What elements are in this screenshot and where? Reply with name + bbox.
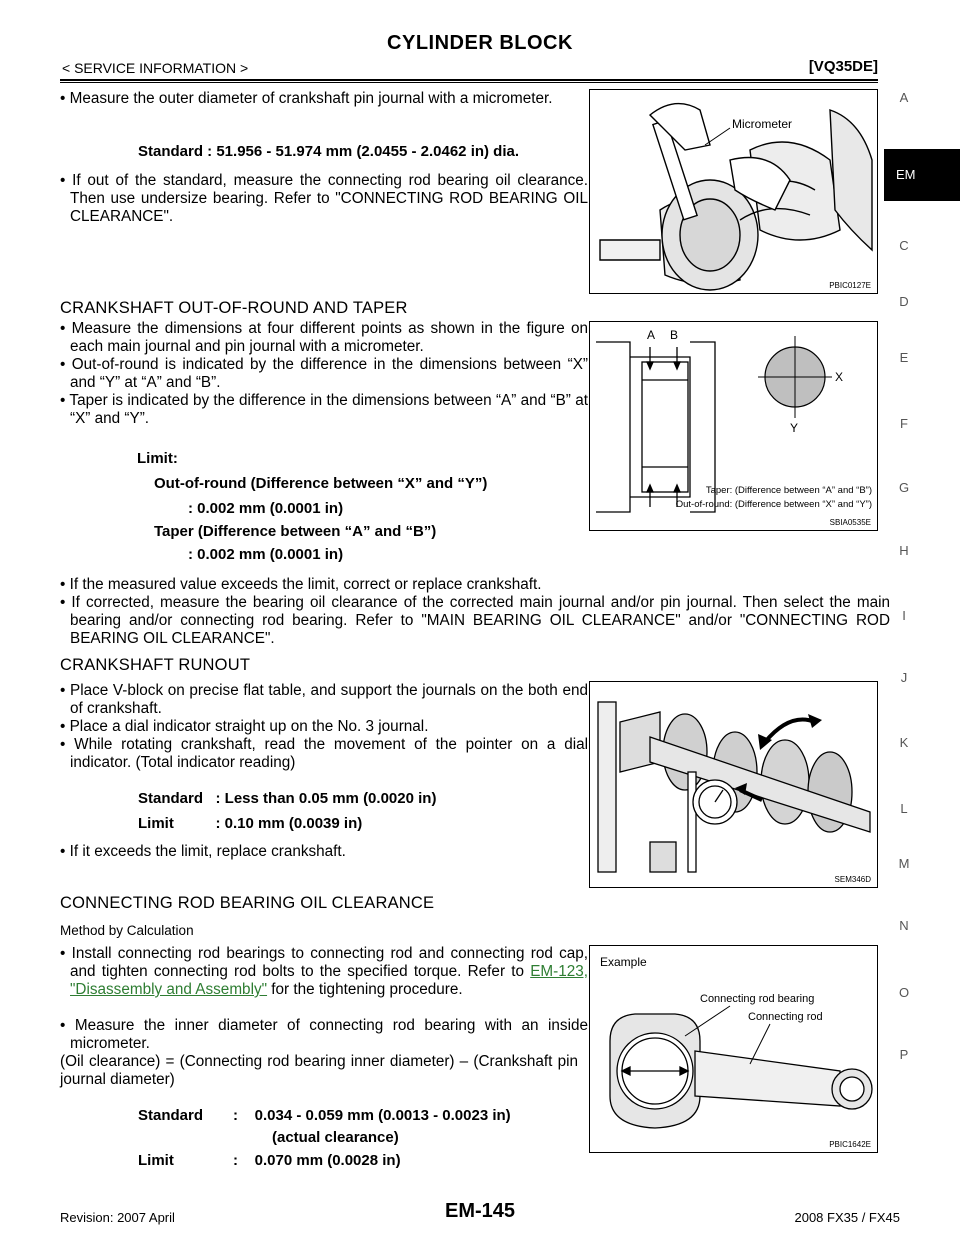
runout-figure bbox=[589, 681, 878, 888]
section-tab-em-active[interactable]: EM bbox=[884, 149, 960, 201]
heading-runout: CRANKSHAFT RUNOUT bbox=[60, 656, 251, 674]
figure-id: PBIC0127E bbox=[829, 281, 871, 290]
section-tab-e[interactable]: E bbox=[899, 350, 909, 365]
micrometer-figure bbox=[589, 89, 878, 294]
section-tab-d[interactable]: D bbox=[899, 294, 909, 309]
conrod-standard-note: (actual clearance) bbox=[272, 1129, 399, 1146]
page-number: EM-145 bbox=[444, 1200, 516, 1222]
breadcrumb: < SERVICE INFORMATION > bbox=[62, 60, 249, 76]
conrod-limit-value: : 0.070 mm (0.0028 in) bbox=[233, 1152, 401, 1169]
engine-code: [VQ35DE] bbox=[808, 58, 878, 75]
section-tab-c[interactable]: C bbox=[899, 238, 909, 253]
pin-journal-standard: Standard : 51.956 - 51.974 mm (2.0455 - 2.0462 in) dia. bbox=[138, 143, 520, 160]
label-b: B bbox=[670, 328, 679, 342]
label-x: X bbox=[835, 370, 844, 384]
runout-limit: Limit : 0.10 mm (0.0039 in) bbox=[138, 815, 363, 832]
section-tab-h[interactable]: H bbox=[899, 543, 909, 558]
bullet-out-of-standard: • If out of the standard, measure the connecting rod bearing oil clearance. Then use undersize bearing. Refer to "CONNECTING ROD BEARING OIL CLEARANCE". bbox=[60, 172, 589, 225]
conrod-illustration bbox=[590, 946, 877, 1152]
bullet-v-block: • Place V-block on precise flat table, and support the journals on the both end of crankshaft. bbox=[60, 682, 588, 717]
bullet-if-corrected: • If corrected, measure the bearing oil clearance of the corrected main journal and/or pin journal. Then select the main bearing and/or connecting rod bearing. Refer to "MAIN BEARING OIL CLEARANCE" and/or "CONNECTING ROD BEARING OIL CLEARANCE". bbox=[60, 594, 890, 647]
section-tab-n[interactable]: N bbox=[899, 918, 909, 933]
figure-id: PBIC1642E bbox=[829, 1140, 871, 1149]
figure-id: SBIA0535E bbox=[829, 518, 871, 527]
taper-label: Taper (Difference between “A” and “B”) bbox=[154, 523, 437, 540]
conrod-figure bbox=[589, 945, 878, 1153]
header-rule-thin bbox=[60, 82, 878, 83]
section-tab-l[interactable]: L bbox=[900, 801, 908, 816]
bullet-dial-indicator: • Place a dial indicator straight up on the No. 3 journal. bbox=[60, 718, 429, 735]
section-tab-p[interactable]: P bbox=[899, 1047, 909, 1062]
bearing-label: Connecting rod bearing bbox=[700, 993, 815, 1005]
section-tab-m[interactable]: M bbox=[898, 856, 910, 871]
bullet-replace: • If it exceeds the limit, replace crankshaft. bbox=[60, 843, 346, 860]
bullet-four-points: • Measure the dimensions at four different points as shown in the figure on each main journal and pin journal with a micrometer. bbox=[60, 320, 588, 355]
conrod-standard-value: : 0.034 - 0.059 mm (0.0013 - 0.0023 in) bbox=[233, 1107, 511, 1124]
section-tab-o[interactable]: O bbox=[898, 985, 910, 1000]
micrometer-label: Micrometer bbox=[732, 117, 793, 131]
runout-standard: Standard : Less than 0.05 mm (0.0020 in) bbox=[138, 790, 437, 807]
link-disassembly[interactable]: EM-123, "Disassembly and Assembly" bbox=[70, 963, 589, 998]
label-y: Y bbox=[790, 421, 799, 435]
bullet-inner-diameter: • Measure the inner diameter of connecting rod bearing with an inside micrometer. bbox=[60, 1017, 588, 1052]
section-tab-g[interactable]: G bbox=[898, 480, 910, 495]
example-label: Example bbox=[600, 955, 647, 969]
out-of-round-figure bbox=[589, 321, 878, 531]
section-tab-a[interactable]: A bbox=[899, 90, 909, 105]
bullet-taper-def: • Taper is indicated by the difference in the dimensions between “A” and “B” at “X” and “Y”. bbox=[60, 392, 588, 427]
bullet-measure-pin-journal: • Measure the outer diameter of crankshaft pin journal with a micrometer. bbox=[60, 90, 553, 107]
limit-label: Limit: bbox=[137, 450, 178, 467]
heading-out-of-round: CRANKSHAFT OUT-OF-ROUND AND TAPER bbox=[60, 299, 408, 317]
conrod-limit-label: Limit bbox=[138, 1152, 174, 1169]
section-tab-j[interactable]: J bbox=[900, 670, 908, 685]
conrod-label: Connecting rod bbox=[748, 1011, 823, 1023]
caption-out-of-round: Out-of-round: (Difference between “X” and “Y”) bbox=[675, 499, 872, 510]
out-of-round-value: : 0.002 mm (0.0001 in) bbox=[188, 500, 344, 517]
label-a: A bbox=[647, 328, 656, 342]
subheading-method: Method by Calculation bbox=[60, 923, 194, 938]
section-tab-k[interactable]: K bbox=[899, 735, 909, 750]
micrometer-illustration bbox=[590, 90, 877, 293]
caption-taper: Taper: (Difference between “A” and “B”) bbox=[705, 485, 872, 496]
model-name: 2008 FX35 / FX45 bbox=[794, 1210, 900, 1225]
taper-value: : 0.002 mm (0.0001 in) bbox=[188, 546, 344, 563]
header-rule bbox=[60, 79, 878, 81]
oil-clearance-formula: (Oil clearance) = (Connecting rod bearing inner diameter) – (Crankshaft pin journal diameter) bbox=[60, 1053, 578, 1088]
bullet-exceeds-limit: • If the measured value exceeds the limit, correct or replace crankshaft. bbox=[60, 576, 542, 593]
section-tab-i[interactable]: I bbox=[902, 608, 906, 623]
revision-date: Revision: 2007 April bbox=[60, 1210, 175, 1225]
conrod-standard-label: Standard bbox=[138, 1107, 204, 1124]
bullet-rotate: • While rotating crankshaft, read the movement of the pointer on a dial indicator. (Total indicator reading) bbox=[60, 736, 589, 771]
bullet-install-bearings: • Install connecting rod bearings to connecting rod and connecting rod cap, and tighten connecting rod bolts to the specified torque. Refer to EM-123, "Disassembly and Assembly" for the tightening procedure. bbox=[60, 945, 589, 998]
heading-conrod-clearance: CONNECTING ROD BEARING OIL CLEARANCE bbox=[60, 894, 435, 912]
journal-diagram bbox=[590, 322, 877, 530]
section-tab-f[interactable]: F bbox=[900, 416, 908, 431]
out-of-round-label: Out-of-round (Difference between “X” and “Y”) bbox=[154, 475, 488, 492]
page-title: CYLINDER BLOCK bbox=[387, 32, 573, 54]
dial-indicator-illustration bbox=[590, 682, 877, 887]
bullet-out-of-round-def: • Out-of-round is indicated by the difference in the dimensions between “X” and “Y” at “A” and “B”. bbox=[60, 356, 588, 391]
figure-id: SEM346D bbox=[834, 875, 871, 884]
